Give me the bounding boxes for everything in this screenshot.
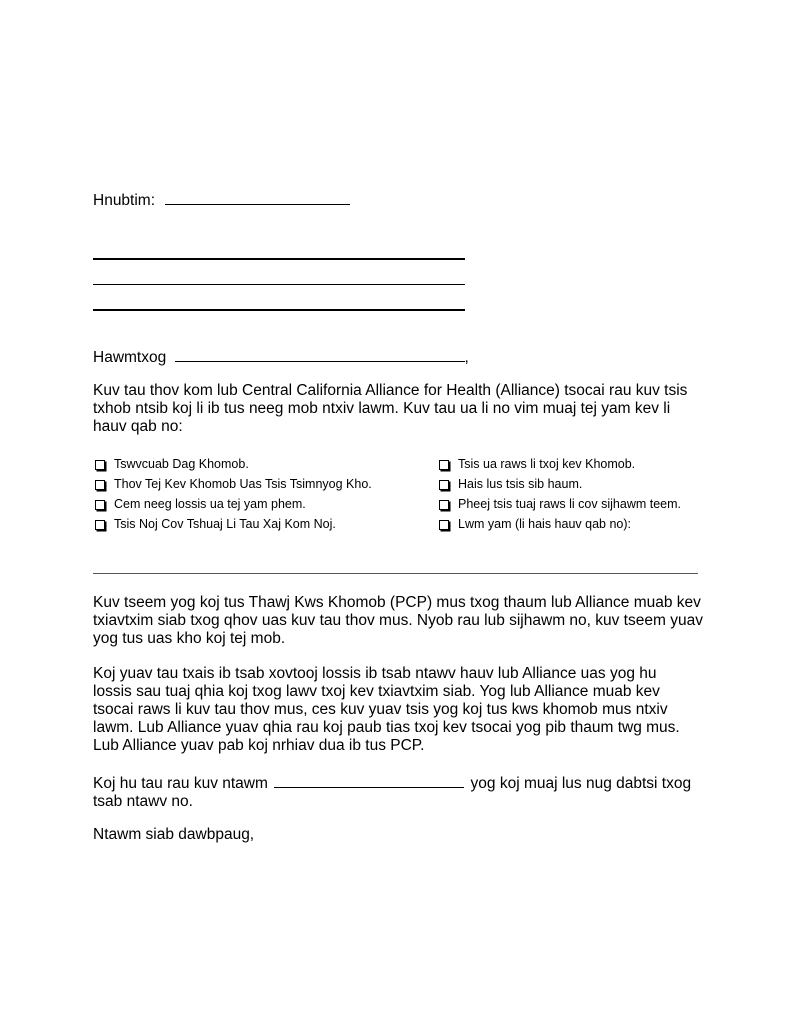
other-reason-line[interactable] [93, 573, 698, 574]
checkbox-icon[interactable] [95, 480, 105, 490]
address-line-1[interactable] [93, 258, 465, 260]
address-line-3[interactable] [93, 309, 465, 311]
checkbox-icon[interactable] [439, 500, 449, 510]
date-blank[interactable] [165, 190, 350, 205]
reason-checkbox-right-4[interactable] [439, 517, 631, 532]
reason-label: Thov Tej Kev Khomob Uas Tsis Tsimnyog Kho. [114, 477, 372, 491]
phone-blank[interactable] [274, 773, 464, 788]
contact-prefix: Koj hu tau rau kuv ntawm [93, 775, 268, 792]
reason-checkbox-right-3[interactable] [439, 497, 681, 512]
checkbox-icon[interactable] [439, 460, 449, 470]
checkbox-icon[interactable] [95, 460, 105, 470]
reason-checkbox-right-1[interactable] [439, 457, 635, 472]
greeting-label: Hawmtxog [93, 349, 167, 366]
checkbox-icon[interactable] [95, 500, 105, 510]
checkbox-icon[interactable] [439, 520, 449, 530]
reason-label: Cem neeg lossis ua tej yam phem. [114, 497, 306, 511]
reason-label: Hais lus tsis sib haum. [458, 477, 583, 491]
reason-label: Lwm yam (li hais hauv qab no): [458, 517, 631, 531]
reason-label: Tsis Noj Cov Tshuaj Li Tau Xaj Kom Noj. [114, 517, 336, 531]
contact-paragraph [93, 773, 705, 811]
date-label: Hnubtim: [93, 192, 156, 209]
checkbox-icon[interactable] [95, 520, 105, 530]
intro-paragraph: Kuv tau thov kom lub Central California Alliance for Health (Alliance) tsocai rau kuv tsis txhob ntsib koj li ib tus neeg mob ntxiv lawm. Kuv tau ua li no vim muaj tej yam kev li hauv qab no: [93, 382, 688, 435]
reason-label: Tswvcuab Dag Khomob. [114, 457, 249, 471]
decision-paragraph: Koj yuav tau txais ib tsab xovtooj lossis ib tsab ntawv hauv lub Alliance uas yog hu lossis sau tuaj qhia koj txog lawv txoj kev txiavtxim siab. Yog lub Alliance muab kev tsocai raws li kuv tau thov mus, ces kuv yuav tsis yog koj tus kws khomob mus ntxiv lawm. Lub Alliance yuav qhia rau koj paub tias txoj kev tsocai yog pib thaum twg mus. Lub Alliance yuav pab koj nrhiav dua ib tus PCP. [93, 665, 680, 754]
reason-checkbox-left-4[interactable] [95, 517, 336, 532]
closing: Ntawm siab dawbpaug, [93, 826, 255, 843]
reason-label: Tsis ua raws li txoj kev Khomob. [458, 457, 636, 471]
reason-label: Pheej tsis tuaj raws li cov sijhawm teem. [458, 497, 681, 511]
contact-suffix: yog koj muaj lus nug dabtsi txog [470, 775, 692, 792]
address-line-2[interactable] [93, 284, 465, 285]
reason-checkbox-left-1[interactable] [95, 457, 249, 472]
contact-line2: tsab ntawv no. [93, 793, 193, 810]
reason-checkbox-left-3[interactable] [95, 497, 306, 512]
reason-checkbox-right-2[interactable] [439, 477, 582, 492]
reason-checkbox-left-2[interactable] [95, 477, 372, 492]
greeting-name-blank[interactable] [175, 347, 465, 362]
pcp-paragraph: Kuv tseem yog koj tus Thawj Kws Khomob (PCP) mus txog thaum lub Alliance muab kev txiavtxim siab txog qhov uas kuv tau thov mus. Nyob rau lub sijhawm no, kuv tseem yuav yog tus uas kho koj tej mob. [93, 594, 703, 647]
date-line [93, 190, 350, 210]
greeting-line [93, 347, 469, 367]
checkbox-icon[interactable] [439, 480, 449, 490]
greeting-comma: , [464, 349, 469, 366]
